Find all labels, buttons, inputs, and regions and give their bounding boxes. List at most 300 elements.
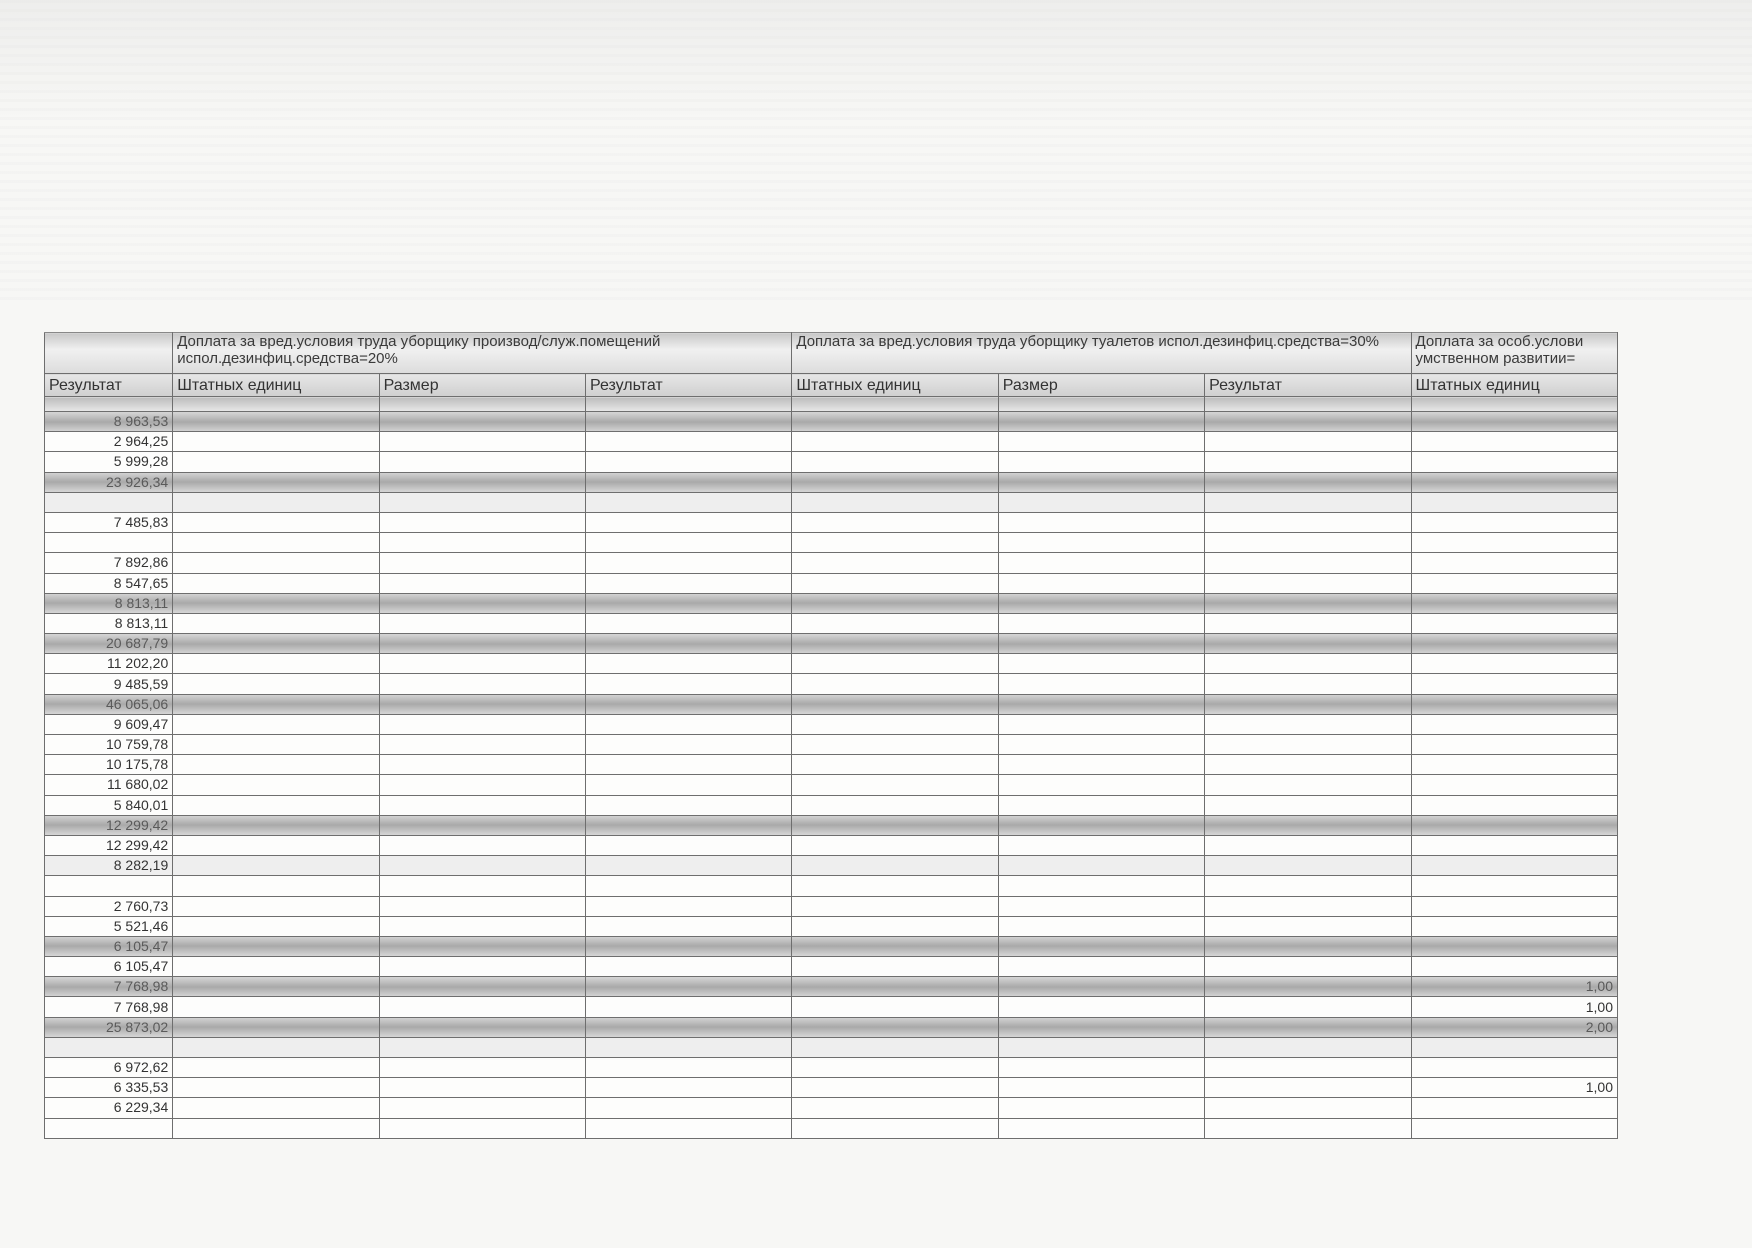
empty-cell [379, 492, 585, 512]
scan-background [0, 0, 1752, 300]
empty-cell [1205, 876, 1411, 896]
table-row [45, 553, 1618, 573]
g3-staff-cell [1411, 1098, 1617, 1118]
empty-cell [1205, 654, 1411, 674]
empty-cell [585, 492, 791, 512]
g3-staff-cell [1411, 936, 1617, 956]
empty-cell [1205, 533, 1411, 553]
table-row [45, 977, 1618, 997]
group3-header: Доплата за особ.услови умственном развитии= [1411, 333, 1617, 374]
empty-cell [998, 674, 1204, 694]
empty-cell [585, 412, 791, 432]
empty-cell [585, 936, 791, 956]
result-cell: 6 972,62 [45, 1058, 173, 1078]
result-cell: 8 282,19 [45, 856, 173, 876]
empty-cell [1205, 472, 1411, 492]
empty-cell [379, 714, 585, 734]
empty-cell [173, 957, 379, 977]
empty-cell [998, 432, 1204, 452]
empty-cell [585, 1037, 791, 1057]
empty-cell [379, 553, 585, 573]
empty-cell [173, 977, 379, 997]
table-row [45, 775, 1618, 795]
g3-staff-cell: 1,00 [1411, 977, 1617, 997]
empty-cell [1205, 512, 1411, 532]
spacer-cell [792, 397, 998, 412]
g3-staff-cell: 1,00 [1411, 997, 1617, 1017]
empty-cell [792, 1078, 998, 1098]
empty-cell [1205, 997, 1411, 1017]
empty-cell [1205, 1098, 1411, 1118]
g3-staff-header: Штатных единиц [1411, 374, 1617, 397]
empty-cell [585, 472, 791, 492]
empty-cell [792, 755, 998, 775]
empty-cell [792, 1017, 998, 1037]
empty-cell [792, 936, 998, 956]
empty-cell [173, 714, 379, 734]
empty-cell [792, 452, 998, 472]
empty-cell [998, 835, 1204, 855]
result-cell: 6 335,53 [45, 1078, 173, 1098]
g3-staff-cell [1411, 896, 1617, 916]
empty-cell [585, 775, 791, 795]
table-body [45, 333, 1618, 1139]
empty-cell [998, 997, 1204, 1017]
empty-cell [173, 492, 379, 512]
empty-cell [792, 977, 998, 997]
table-row [45, 936, 1618, 956]
table-row [45, 856, 1618, 876]
empty-cell [792, 835, 998, 855]
result-cell [45, 1118, 173, 1138]
empty-cell [379, 593, 585, 613]
empty-cell [792, 654, 998, 674]
empty-cell [173, 533, 379, 553]
result-cell: 25 873,02 [45, 1017, 173, 1037]
empty-cell [173, 856, 379, 876]
empty-cell [1205, 1058, 1411, 1078]
table-row [45, 835, 1618, 855]
empty-cell [792, 412, 998, 432]
empty-cell [792, 795, 998, 815]
empty-cell [792, 1037, 998, 1057]
empty-cell [998, 815, 1204, 835]
empty-cell [585, 512, 791, 532]
table-row [45, 815, 1618, 835]
empty-cell [998, 613, 1204, 633]
result-cell: 7 768,98 [45, 997, 173, 1017]
empty-cell [998, 573, 1204, 593]
result-cell: 8 813,11 [45, 613, 173, 633]
spacer-cell [1205, 397, 1411, 412]
empty-cell [173, 755, 379, 775]
spacer-cell [45, 397, 173, 412]
empty-cell [998, 856, 1204, 876]
empty-cell [173, 452, 379, 472]
table-row [45, 755, 1618, 775]
empty-cell [1205, 957, 1411, 977]
empty-cell [1205, 856, 1411, 876]
table-row [45, 412, 1618, 432]
empty-cell [792, 472, 998, 492]
empty-cell [379, 735, 585, 755]
empty-cell [998, 916, 1204, 936]
empty-cell [1205, 674, 1411, 694]
result-cell: 9 485,59 [45, 674, 173, 694]
table-row [45, 795, 1618, 815]
empty-cell [998, 1118, 1204, 1138]
empty-cell [173, 1037, 379, 1057]
empty-cell [1205, 936, 1411, 956]
result-cell: 2 760,73 [45, 896, 173, 916]
empty-cell [585, 1078, 791, 1098]
empty-cell [173, 916, 379, 936]
empty-cell [379, 412, 585, 432]
g3-staff-cell [1411, 775, 1617, 795]
empty-cell [379, 634, 585, 654]
empty-cell [173, 835, 379, 855]
empty-cell [379, 613, 585, 633]
empty-cell [792, 634, 998, 654]
table-row [45, 876, 1618, 896]
empty-cell [585, 876, 791, 896]
table-row [45, 634, 1618, 654]
empty-cell [379, 856, 585, 876]
empty-cell [173, 1118, 379, 1138]
empty-cell [173, 674, 379, 694]
empty-cell [998, 957, 1204, 977]
empty-cell [1205, 553, 1411, 573]
empty-cell [1205, 634, 1411, 654]
empty-cell [379, 694, 585, 714]
table-row [45, 1098, 1618, 1118]
empty-cell [173, 997, 379, 1017]
empty-cell [1205, 1037, 1411, 1057]
empty-cell [585, 997, 791, 1017]
empty-cell [998, 654, 1204, 674]
empty-cell [173, 876, 379, 896]
empty-cell [585, 553, 791, 573]
empty-cell [173, 654, 379, 674]
empty-cell [379, 977, 585, 997]
table-row [45, 512, 1618, 532]
table-row [45, 533, 1618, 553]
g3-staff-cell [1411, 472, 1617, 492]
g3-staff-cell [1411, 553, 1617, 573]
empty-cell [173, 634, 379, 654]
empty-cell [379, 876, 585, 896]
result-cell: 11 680,02 [45, 775, 173, 795]
result-cell: 6 105,47 [45, 936, 173, 956]
spacer-cell [379, 397, 585, 412]
empty-cell [998, 1058, 1204, 1078]
table-row [45, 472, 1618, 492]
table-row [45, 573, 1618, 593]
g3-staff-cell [1411, 613, 1617, 633]
g3-staff-cell [1411, 533, 1617, 553]
table-row [45, 452, 1618, 472]
empty-cell [173, 1017, 379, 1037]
empty-cell [998, 755, 1204, 775]
g3-staff-cell [1411, 492, 1617, 512]
empty-cell [585, 654, 791, 674]
empty-cell [998, 714, 1204, 734]
empty-cell [379, 573, 585, 593]
g3-staff-cell [1411, 957, 1617, 977]
empty-cell [585, 1017, 791, 1037]
empty-cell [792, 735, 998, 755]
empty-cell [585, 452, 791, 472]
g3-staff-cell [1411, 512, 1617, 532]
empty-cell [998, 795, 1204, 815]
table-row [45, 1078, 1618, 1098]
g3-staff-cell [1411, 452, 1617, 472]
empty-cell [585, 916, 791, 936]
result-cell: 7 892,86 [45, 553, 173, 573]
empty-cell [792, 1118, 998, 1138]
g3-staff-cell [1411, 835, 1617, 855]
empty-cell [585, 634, 791, 654]
result-cell: 9 609,47 [45, 714, 173, 734]
table-row [45, 1118, 1618, 1138]
empty-cell [585, 613, 791, 633]
empty-cell [998, 775, 1204, 795]
empty-cell [585, 1058, 791, 1078]
empty-cell [792, 492, 998, 512]
g3-staff-cell [1411, 1118, 1617, 1138]
empty-cell [792, 896, 998, 916]
empty-cell [379, 1118, 585, 1138]
empty-cell [1205, 694, 1411, 714]
g1-size-header: Размер [379, 374, 585, 397]
empty-cell [1205, 815, 1411, 835]
result-cell: 5 521,46 [45, 916, 173, 936]
result-cell: 8 963,53 [45, 412, 173, 432]
table-row [45, 714, 1618, 734]
g3-staff-cell [1411, 1037, 1617, 1057]
empty-cell [173, 936, 379, 956]
result-cell: 6 229,34 [45, 1098, 173, 1118]
empty-cell [1205, 1118, 1411, 1138]
empty-cell [792, 533, 998, 553]
empty-cell [1205, 977, 1411, 997]
empty-cell [1205, 896, 1411, 916]
empty-cell [998, 553, 1204, 573]
empty-cell [585, 674, 791, 694]
empty-cell [379, 1098, 585, 1118]
table-row [45, 1058, 1618, 1078]
spacer-cell [173, 397, 379, 412]
empty-cell [379, 1037, 585, 1057]
empty-cell [998, 896, 1204, 916]
empty-cell [792, 553, 998, 573]
empty-cell [379, 674, 585, 694]
col-result-header: Результат [45, 374, 173, 397]
empty-cell [792, 593, 998, 613]
empty-cell [585, 755, 791, 775]
empty-cell [173, 412, 379, 432]
empty-cell [998, 412, 1204, 432]
g3-staff-cell [1411, 573, 1617, 593]
g1-result-header: Результат [585, 374, 791, 397]
empty-cell [792, 674, 998, 694]
table-row [45, 916, 1618, 936]
result-cell [45, 876, 173, 896]
empty-cell [585, 573, 791, 593]
table-row [45, 735, 1618, 755]
result-cell: 8 547,65 [45, 573, 173, 593]
empty-cell [585, 957, 791, 977]
empty-cell [998, 1017, 1204, 1037]
empty-cell [792, 613, 998, 633]
result-cell: 7 485,83 [45, 512, 173, 532]
g2-size-header: Размер [998, 374, 1204, 397]
g3-staff-cell [1411, 876, 1617, 896]
empty-cell [792, 714, 998, 734]
g3-staff-cell [1411, 755, 1617, 775]
empty-cell [792, 997, 998, 1017]
empty-cell [1205, 573, 1411, 593]
table-row [45, 613, 1618, 633]
spacer-cell [1411, 397, 1617, 412]
empty-cell [792, 916, 998, 936]
empty-cell [998, 1098, 1204, 1118]
empty-cell [585, 735, 791, 755]
column-header-row [45, 374, 1618, 397]
empty-cell [173, 1058, 379, 1078]
empty-cell [379, 835, 585, 855]
empty-cell [998, 694, 1204, 714]
result-cell: 12 299,42 [45, 835, 173, 855]
table-row [45, 1037, 1618, 1057]
empty-cell [1205, 593, 1411, 613]
empty-cell [379, 512, 585, 532]
empty-cell [1205, 1017, 1411, 1037]
empty-cell [998, 593, 1204, 613]
empty-cell [998, 1078, 1204, 1098]
empty-cell [379, 775, 585, 795]
empty-cell [173, 815, 379, 835]
empty-cell [379, 472, 585, 492]
table-row [45, 432, 1618, 452]
empty-cell [379, 755, 585, 775]
empty-cell [585, 694, 791, 714]
empty-cell [1205, 735, 1411, 755]
empty-cell [792, 775, 998, 795]
empty-cell [1205, 432, 1411, 452]
empty-cell [792, 512, 998, 532]
empty-cell [585, 896, 791, 916]
g3-staff-cell [1411, 412, 1617, 432]
g3-staff-cell [1411, 735, 1617, 755]
empty-cell [173, 795, 379, 815]
group1-header: Доплата за вред.условия труда уборщику производ/служ.помещений испол.дезинфиц.средства=20% [173, 333, 792, 374]
empty-cell [379, 916, 585, 936]
empty-cell [1205, 835, 1411, 855]
empty-cell [173, 593, 379, 613]
spacer-cell [998, 397, 1204, 412]
group2-header: Доплата за вред.условия труда уборщику туалетов испол.дезинфиц.средства=30% [792, 333, 1411, 374]
empty-cell [585, 815, 791, 835]
table-row [45, 694, 1618, 714]
empty-cell [998, 936, 1204, 956]
empty-cell [173, 573, 379, 593]
empty-cell [173, 1098, 379, 1118]
empty-cell [379, 1017, 585, 1037]
empty-cell [792, 432, 998, 452]
empty-cell [998, 472, 1204, 492]
result-cell: 5 840,01 [45, 795, 173, 815]
empty-cell [792, 815, 998, 835]
empty-cell [379, 452, 585, 472]
empty-cell [379, 795, 585, 815]
empty-cell [585, 835, 791, 855]
result-cell: 20 687,79 [45, 634, 173, 654]
empty-cell [1205, 1078, 1411, 1098]
empty-cell [998, 492, 1204, 512]
empty-cell [379, 432, 585, 452]
empty-cell [173, 613, 379, 633]
empty-cell [173, 1078, 379, 1098]
empty-cell [1205, 412, 1411, 432]
g3-staff-cell [1411, 634, 1617, 654]
empty-cell [792, 573, 998, 593]
allowance-table [44, 332, 1618, 1139]
empty-cell [998, 977, 1204, 997]
empty-cell [792, 1058, 998, 1078]
empty-cell [1205, 613, 1411, 633]
result-cell: 7 768,98 [45, 977, 173, 997]
empty-cell [998, 452, 1204, 472]
empty-cell [1205, 714, 1411, 734]
empty-cell [173, 512, 379, 532]
empty-cell [585, 1118, 791, 1138]
empty-cell [379, 997, 585, 1017]
result-cell: 10 175,78 [45, 755, 173, 775]
result-cell: 12 299,42 [45, 815, 173, 835]
empty-cell [585, 533, 791, 553]
empty-cell [379, 533, 585, 553]
result-cell [45, 492, 173, 512]
result-cell: 46 065,06 [45, 694, 173, 714]
empty-cell [998, 533, 1204, 553]
table-row [45, 654, 1618, 674]
table-row [45, 957, 1618, 977]
empty-cell [792, 694, 998, 714]
empty-cell [173, 735, 379, 755]
empty-cell [1205, 755, 1411, 775]
g3-staff-cell [1411, 432, 1617, 452]
result-cell: 6 105,47 [45, 957, 173, 977]
g2-staff-header: Штатных единиц [792, 374, 998, 397]
g3-staff-cell [1411, 694, 1617, 714]
empty-cell [585, 1098, 791, 1118]
empty-cell [585, 977, 791, 997]
result-cell: 5 999,28 [45, 452, 173, 472]
result-cell [45, 533, 173, 553]
empty-cell [1205, 916, 1411, 936]
empty-cell [173, 694, 379, 714]
header-blank [45, 333, 173, 374]
empty-cell [585, 795, 791, 815]
g3-staff-cell [1411, 593, 1617, 613]
empty-cell [379, 957, 585, 977]
empty-cell [792, 856, 998, 876]
empty-cell [998, 735, 1204, 755]
g3-staff-cell [1411, 674, 1617, 694]
empty-cell [585, 432, 791, 452]
table-row [45, 492, 1618, 512]
